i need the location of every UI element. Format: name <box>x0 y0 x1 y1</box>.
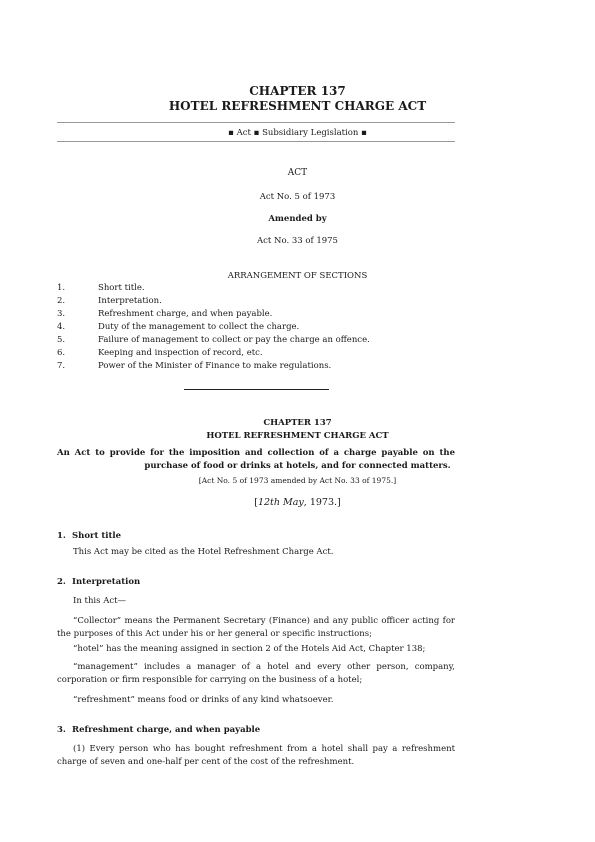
commencement-date: [12th May, 1973.] <box>254 497 341 508</box>
toc-number: 4. <box>57 322 66 332</box>
definition-refreshment: “refreshment” means food or drinks of any kind whatsoever. <box>73 695 334 705</box>
long-title-line1: An Act to provide for the imposition and collection of a charge payable on the <box>57 448 455 458</box>
act-title: HOTEL REFRESHMENT CHARGE ACT <box>168 99 427 113</box>
body-chapter-heading: CHAPTER 137 <box>263 418 332 428</box>
toc-label: Duty of the management to collect the charge. <box>98 322 300 332</box>
amended-act: Act No. 33 of 1975 <box>257 236 338 246</box>
toc-number: 2. <box>57 296 66 306</box>
toc-number: 5. <box>57 335 66 345</box>
act-number: Act No. 5 of 1973 <box>259 192 336 202</box>
act-heading: ACT <box>287 168 308 178</box>
section-2-heading: 2. Interpretation <box>57 577 141 587</box>
toc-number: 6. <box>57 348 66 358</box>
definition-collector: “Collector” means the Permanent Secretary (Finance) and any public officer acting for the purposes of this Act under his or her general or specific instructions; <box>57 616 455 639</box>
toc-label: Keeping and inspection of record, etc. <box>98 348 263 358</box>
toc-label: Short title. <box>98 283 145 293</box>
long-title-line2: purchase of food or drinks at hotels, and for connected matters. <box>144 461 451 471</box>
section-separator <box>184 389 329 390</box>
amended-label: Amended by <box>268 214 327 224</box>
top-divider <box>57 122 455 123</box>
act-citation: [Act No. 5 of 1973 amended by Act No. 33 of 1975.] <box>198 476 397 485</box>
toc-number: 1. <box>57 283 66 293</box>
chapter-heading: CHAPTER 137 <box>249 84 346 98</box>
section-1-heading: 1. Short title <box>57 531 122 541</box>
section-3-text: (1) Every person who has bought refreshment from a hotel shall pay a refreshment charge of seven and one-half per cent of the cost of the refreshment. <box>57 744 455 767</box>
toc-label: Power of the Minister of Finance to make regulations. <box>98 361 332 371</box>
section-2-intro: In this Act— <box>73 596 127 606</box>
toc-number: 3. <box>57 309 66 319</box>
definition-hotel: “hotel” has the meaning assigned in section 2 of the Hotels Aid Act, Chapter 138; <box>73 644 426 654</box>
definition-management: “management” includes a manager of a hotel and every other person, company, corporation or firm responsible for carrying on the business of a hotel; <box>57 662 455 685</box>
section-1-text: This Act may be cited as the Hotel Refreshment Charge Act. <box>73 547 334 557</box>
toc-number: 7. <box>57 361 66 371</box>
toc-label: Failure of management to collect or pay the charge an offence. <box>98 335 370 345</box>
nav-divider <box>57 141 455 142</box>
arrangement-heading: ARRANGEMENT OF SECTIONS <box>227 271 368 281</box>
toc-label: Interpretation. <box>98 296 162 306</box>
body-act-title: HOTEL REFRESHMENT CHARGE ACT <box>206 431 389 441</box>
section-3-heading: 3. Refreshment charge, and when payable <box>57 725 261 735</box>
document-nav[interactable]: ▪ Act ▪ Subsidiary Legislation ▪ <box>228 128 367 138</box>
toc-label: Refreshment charge, and when payable. <box>98 309 273 319</box>
